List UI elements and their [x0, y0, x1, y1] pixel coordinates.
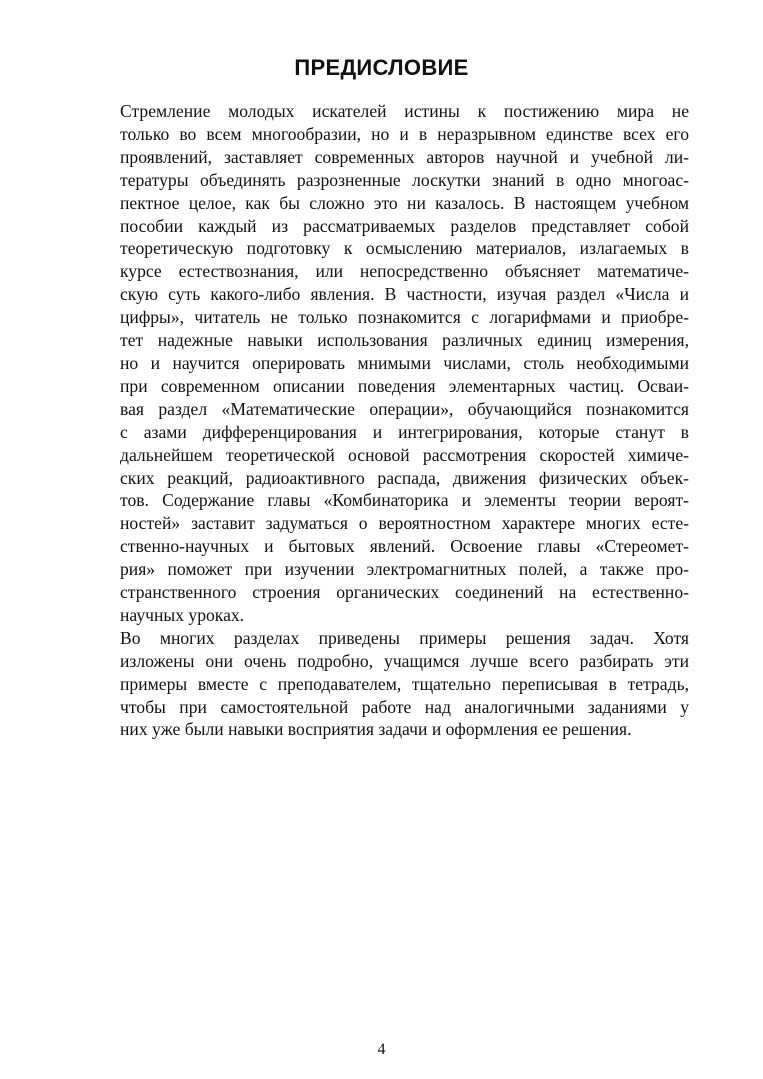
paragraph-line: при современном описании поведения элементарных частиц. Осваи-: [120, 375, 689, 396]
paragraph-2: [75, 627, 689, 742]
body-text: [75, 100, 689, 741]
paragraph-line: с азами дифференцирования и интегрирования, которые станут в: [120, 421, 689, 442]
page-title: ПРЕДИСЛОВИЕ: [294, 55, 469, 80]
paragraph-line: ственно-научных и бытовых явлений. Освоение главы «Стереомет-: [120, 536, 689, 557]
paragraph-line: цифры», читатель не только познакомится с логарифмами и приобре-: [120, 307, 689, 328]
paragraph-line: проявлений, заставляет современных авторов научной и учебной ли-: [120, 146, 689, 167]
paragraph-line: примеры вместе с преподавателем, тщательно переписывая в тетрадь,: [120, 673, 689, 694]
paragraph-line: пектное целое, как бы сложно это ни казалось. В настоящем учебном: [120, 192, 689, 213]
page-number: 4: [377, 1041, 386, 1058]
paragraph-line: пособии каждый из рассматриваемых разделов представляет собой: [120, 215, 689, 236]
paragraph-line: них уже были навыки восприятия задачи и оформления ее решения.: [120, 719, 632, 740]
paragraph-line: Во многих разделах приведены примеры решения задач. Хотя: [120, 627, 689, 648]
paragraph-line: научных уроках.: [120, 604, 245, 625]
paragraph-line: чтобы при самостоятельной работе над аналогичными заданиями у: [120, 696, 689, 717]
paragraph-1: [75, 100, 689, 627]
paragraph-line: дальнейшем теоретической основой рассмотрения скоростей химиче-: [120, 444, 689, 465]
paragraph-line: но и научится оперировать мнимыми числами, столь необходимыми: [120, 352, 689, 373]
paragraph-line: тературы объединять разрозненные лоскутки знаний в одно многоас-: [120, 169, 689, 190]
paragraph-line: рия» поможет при изучении электромагнитных полей, а также про-: [120, 559, 689, 580]
paragraph-line: ностей» заставит задуматься о вероятностном характере многих есте-: [120, 513, 689, 534]
paragraph-line: тет надежные навыки использования различных единиц измерения,: [120, 330, 689, 351]
paragraph-line: Стремление молодых искателей истины к постижению мира не: [120, 101, 689, 121]
paragraph-line: только во всем многообразии, но и в неразрывном единстве всех его: [120, 123, 689, 144]
paragraph-line: странственного строения органических соединений на естественно-: [120, 582, 689, 603]
paragraph-line: вая раздел «Математические операции», обучающийся познакомится: [120, 398, 689, 419]
paragraph-line: курсе естествознания, или непосредственно объясняет математиче-: [120, 261, 689, 282]
paragraph-line: теоретическую подготовку к осмыслению материалов, излагаемых в: [120, 238, 689, 259]
paragraph-line: тов. Содержание главы «Комбинаторика и элементы теории вероят-: [120, 490, 689, 511]
paragraph-line: изложены они очень подробно, учащимся лучше всего разбирать эти: [120, 650, 689, 671]
paragraph-line: скую суть какого-либо явления. В частности, изучая раздел «Числа и: [120, 284, 689, 305]
paragraph-line: ских реакций, радиоактивного распада, движения физических объек-: [120, 467, 689, 488]
